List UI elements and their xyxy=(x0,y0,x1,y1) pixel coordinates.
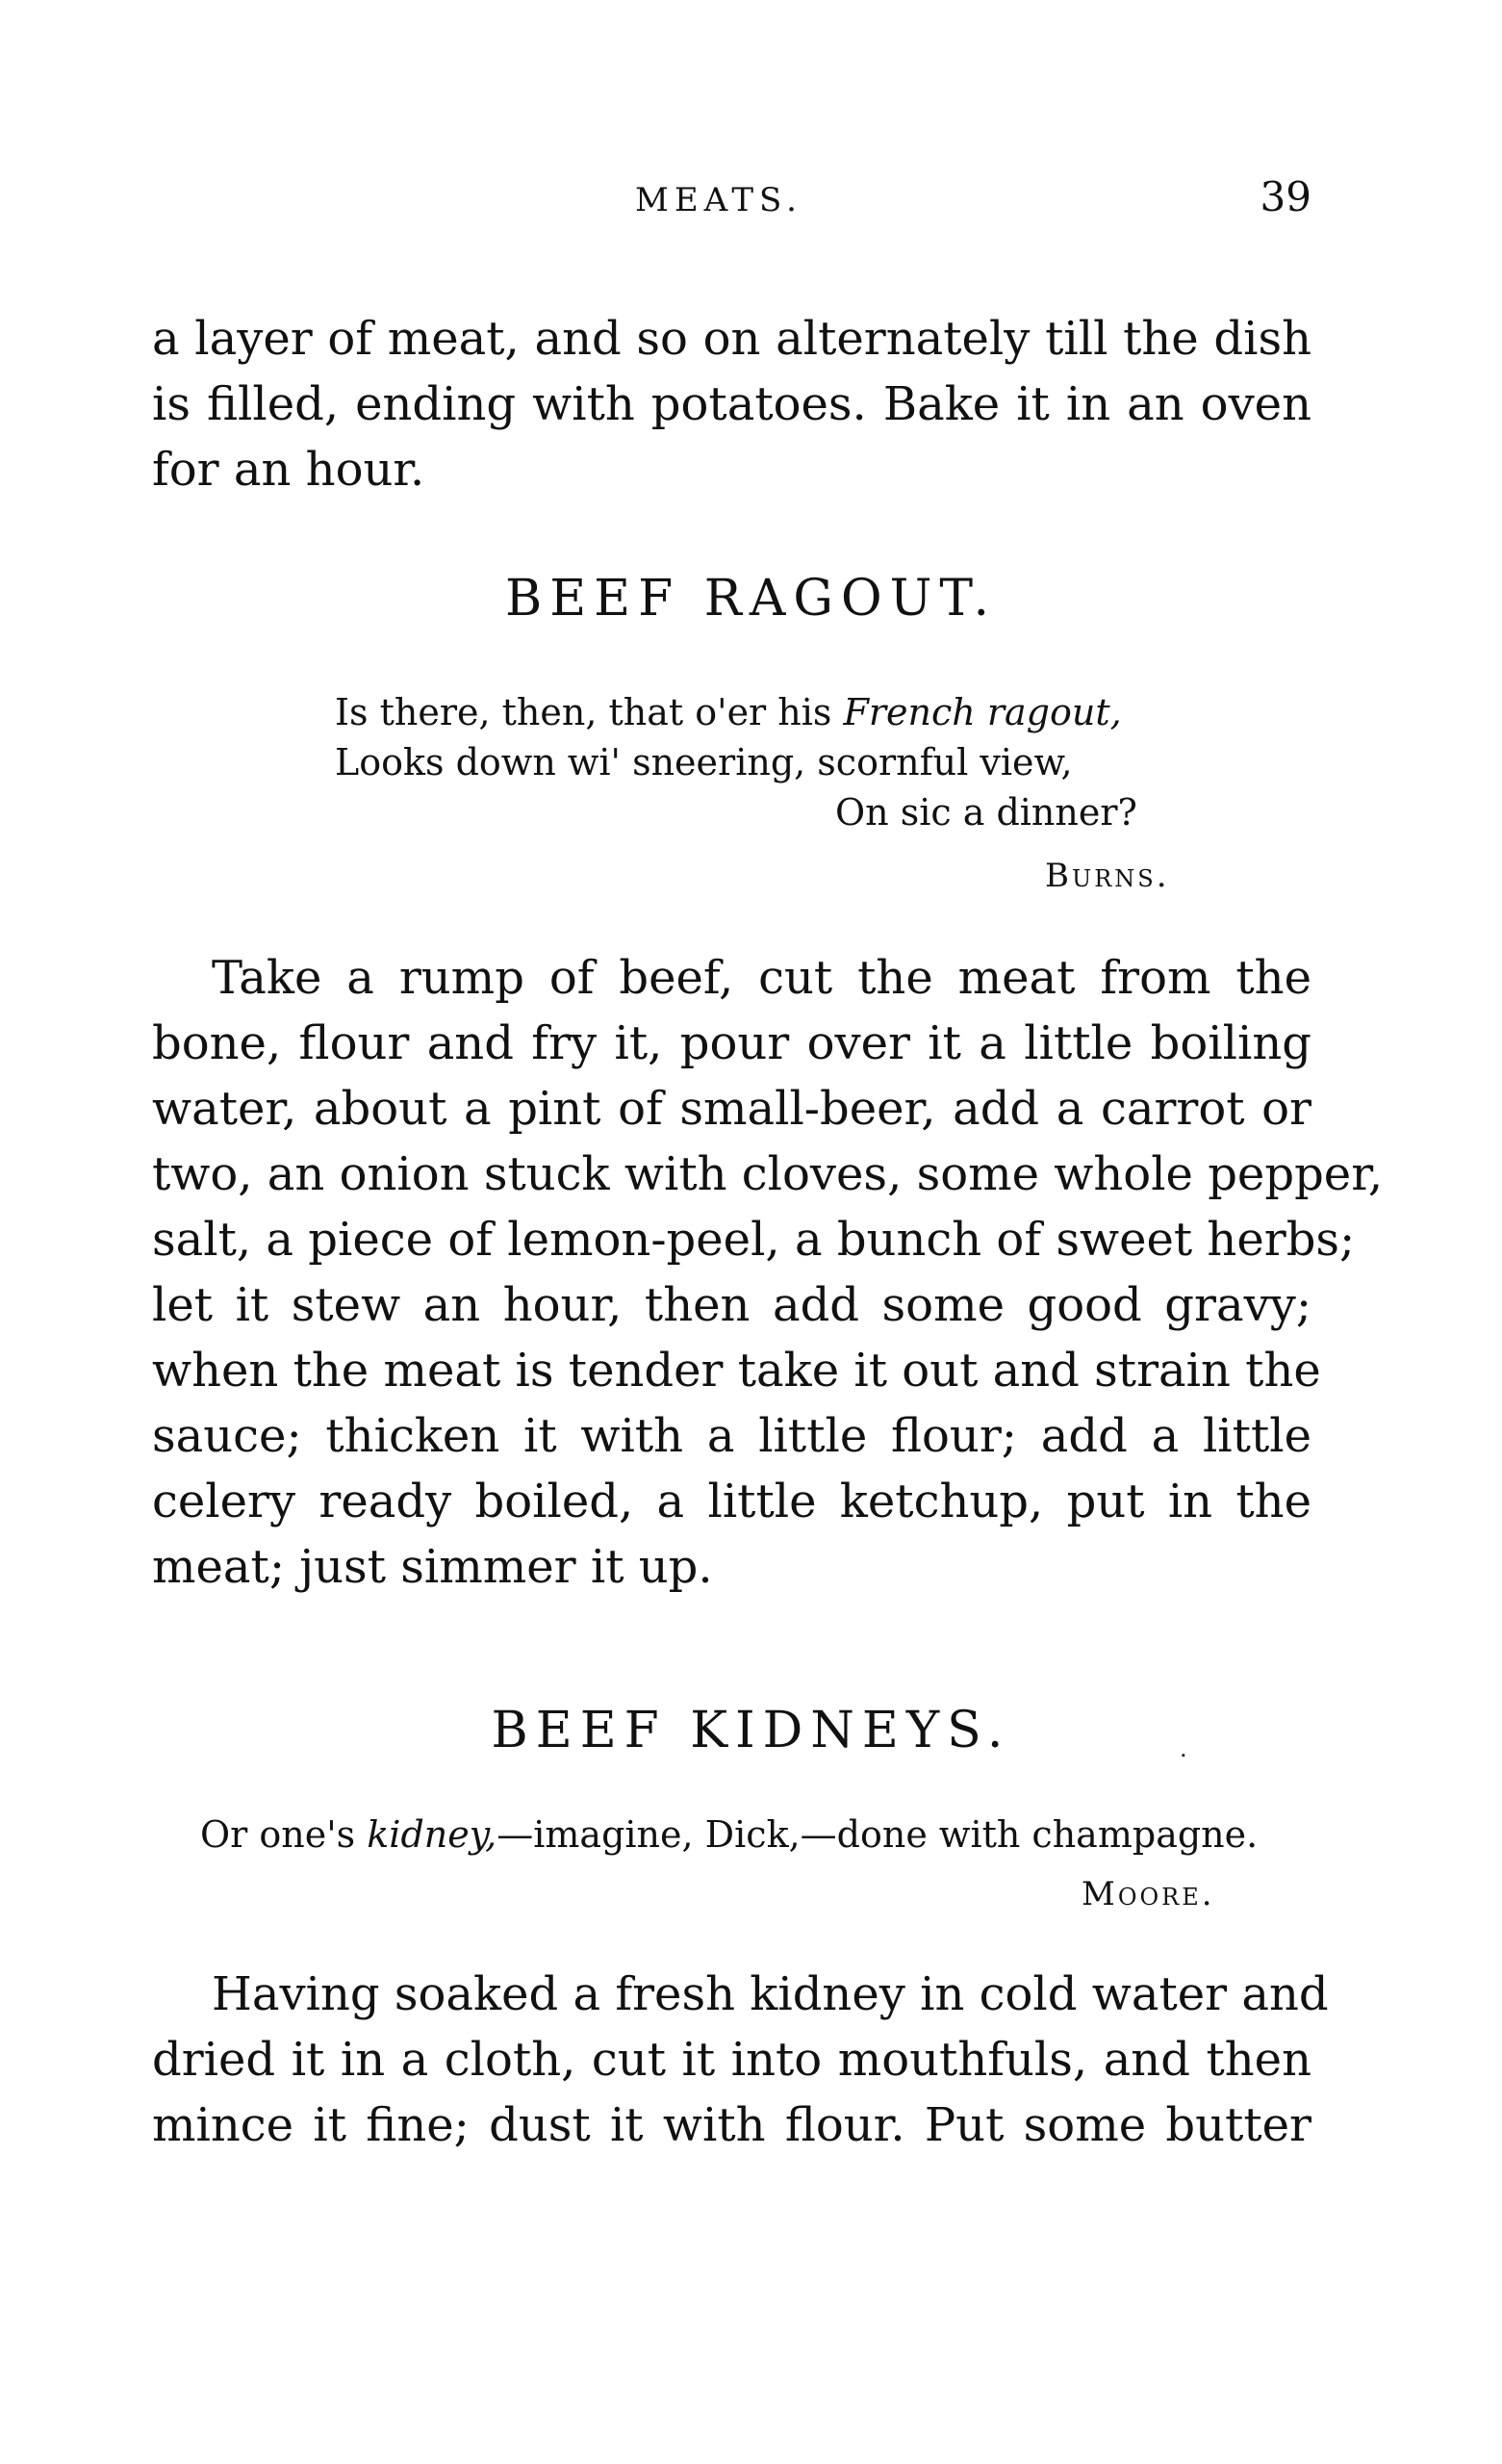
epigraph-italic: kidney, xyxy=(367,1813,497,1856)
page-number: 39 xyxy=(1260,173,1311,220)
epigraph-moore xyxy=(200,1813,1258,1856)
paragraph-line: bone, flour and fry it, pour over it a little boiling xyxy=(152,1016,1311,1070)
section-heading-beef-kidneys: BEEF KIDNEYS. xyxy=(491,1702,1011,1759)
paragraph-line: two, an onion stuck with cloves, some whole pepper, xyxy=(152,1147,1384,1201)
epigraph-line xyxy=(335,687,1137,737)
epigraph-burns xyxy=(335,687,1137,837)
paragraph-line: let it stew an hour, then add some good gravy; xyxy=(152,1278,1311,1332)
paragraph-line: a layer of meat, and so on alternately till the dish xyxy=(152,312,1311,366)
paragraph-line: dried it in a cloth, cut it into mouthfuls, and then xyxy=(152,2033,1311,2087)
intro-paragraph xyxy=(152,306,1311,502)
epigraph-text: Is there, then, that o'er his xyxy=(335,691,844,733)
beef-ragout-paragraph xyxy=(152,945,1384,1600)
paragraph-line: Having soaked a fresh kidney in cold water and xyxy=(212,1967,1329,2021)
epigraph-author: Burns. xyxy=(1045,857,1170,895)
paragraph-line: is filled, ending with potatoes. Bake it in an oven xyxy=(152,377,1311,431)
epigraph-text: —imagine, Dick,—done with champagne. xyxy=(496,1813,1259,1856)
paragraph-line: Take a rump of beef, cut the meat from the xyxy=(212,951,1311,1005)
paragraph-line: mince it fine; dust it with flour. Put some butter xyxy=(152,2098,1311,2152)
epigraph-author: Moore. xyxy=(1082,1875,1215,1913)
paragraph-line: sauce; thicken it with a little flour; add a little xyxy=(152,1409,1311,1463)
paragraph-line: meat; just simmer it up. xyxy=(152,1540,713,1594)
paragraph-line: when the meat is tender take it out and strain the xyxy=(152,1344,1321,1398)
beef-kidneys-paragraph xyxy=(152,1962,1329,2158)
running-head-title: MEATS. xyxy=(635,181,802,219)
epigraph-italic: French ragout, xyxy=(843,691,1122,733)
paragraph-line: for an hour. xyxy=(152,443,425,497)
epigraph-text: Or one's xyxy=(200,1813,368,1856)
paragraph-line: water, about a pint of small-beer, add a carrot or xyxy=(152,1082,1311,1136)
paragraph-line: celery ready boiled, a little ketchup, put in the xyxy=(152,1475,1311,1528)
epigraph-line: On sic a dinner? xyxy=(835,791,1137,834)
section-heading-beef-ragout: BEEF RAGOUT. xyxy=(504,570,997,628)
epigraph-line: Looks down wi' sneering, scornful view, xyxy=(335,741,1073,783)
paragraph-line: salt, a piece of lemon-peel, a bunch of sweet herbs; xyxy=(152,1213,1356,1267)
stray-print-mark: . xyxy=(1180,1735,1187,1762)
